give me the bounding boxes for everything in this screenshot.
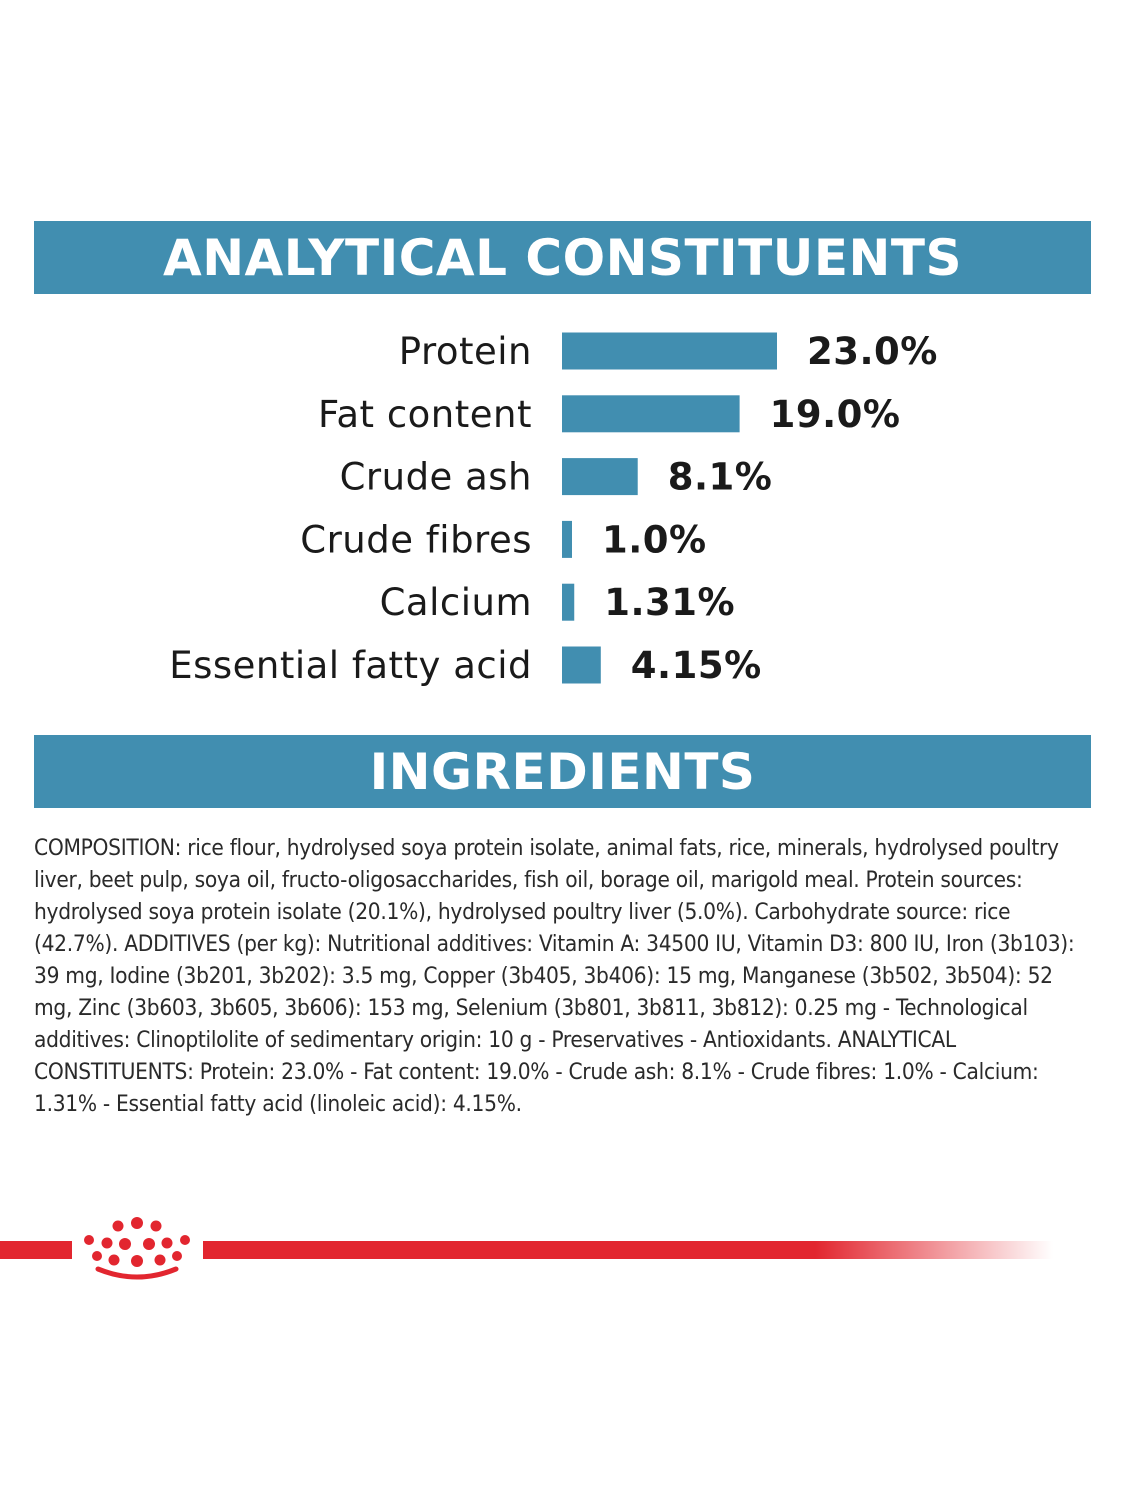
category-label: Crude ash	[339, 455, 532, 499]
analytical-constituents-chart	[0, 300, 1125, 710]
composition-text: COMPOSITION: rice flour, hydrolysed soya protein isolate, animal fats, rice, minerals, hydrolysed poultry liver, beet pulp, soya oil, fructo-oligosaccharides, fish oil, borage oil, marigold meal. Protein sources: hydrolysed soya protein isolate (20.1%), hydrolysed poultry liver (5.0%). Carbohydrate source: rice (42.7%). ADDITIVES (per kg): Nutritional additives: Vitamin A: 34500 IU, Vitamin D3: 800 IU, Iron (3b103): 39 mg, Iodine (3b201, 3b202): 3.5 mg, Copper (3b405, 3b406): 15 mg, Manganese (3b502, 3b504): 52 mg, Zinc (3b603, 3b605, 3b606): 153 mg, Selenium (3b801, 3b811, 3b812): 0.25 mg - Technological additives: Clinoptilolite of sedimentary origin: 10 g - Preservatives - Antioxidants. ANALYTICAL CONSTITUENTS: Protein: 23.0% - Fat content: 19.0% - Crude ash: 8.1% - Crude fibres: 1.0% - Calcium: 1.31% - Essential fatty acid (linoleic acid): 4.15%.	[34, 835, 1075, 1117]
royal-canin-crown-icon	[78, 1215, 196, 1281]
bar	[562, 333, 777, 370]
bar	[562, 521, 572, 558]
ingredients-header: INGREDIENTS	[34, 735, 1091, 808]
bar	[562, 584, 574, 621]
brand-rule-right	[203, 1241, 1053, 1259]
value-label: 19.0%	[769, 392, 901, 436]
category-label: Fat content	[318, 392, 532, 436]
category-label: Calcium	[379, 581, 532, 625]
bar	[562, 458, 638, 495]
value-label: 23.0%	[807, 330, 938, 373]
value-label: 4.15%	[630, 644, 762, 687]
value-label: 1.31%	[604, 581, 736, 625]
category-label: Protein	[398, 330, 532, 373]
category-label: Crude fibres	[300, 518, 532, 562]
bar	[562, 647, 601, 684]
value-label: 1.0%	[602, 518, 707, 562]
category-label: Essential fatty acid	[169, 644, 532, 687]
value-label: 8.1%	[667, 455, 773, 499]
brand-rule-left	[0, 1241, 72, 1259]
analytical-constituents-header: ANALYTICAL CONSTITUENTS	[34, 221, 1091, 294]
bar	[562, 395, 740, 432]
